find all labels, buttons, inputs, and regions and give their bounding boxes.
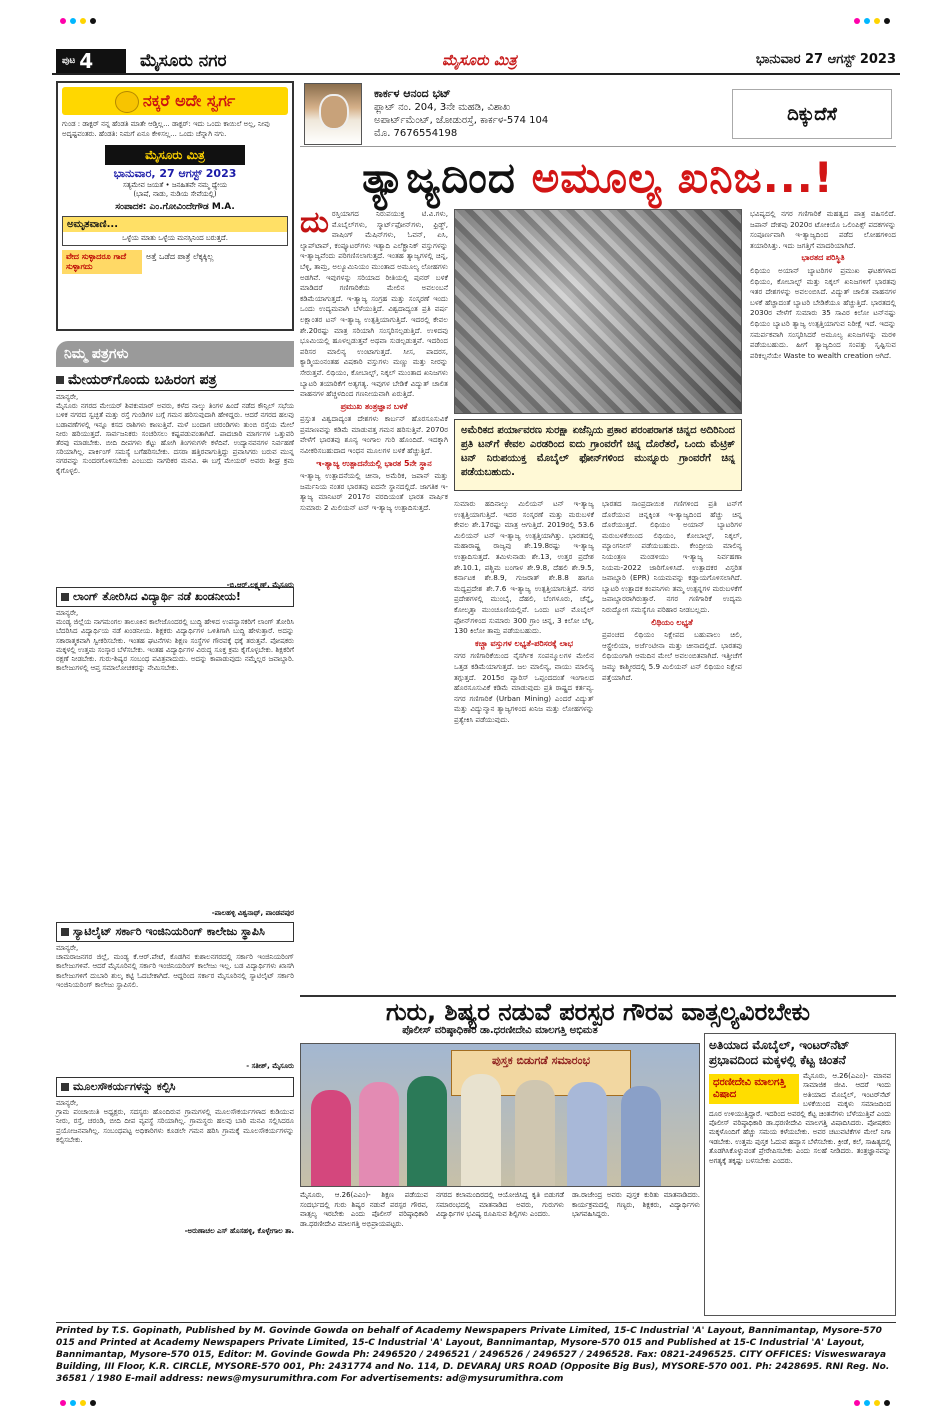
e-waste-photo (454, 209, 742, 414)
author-photo (304, 83, 362, 145)
article-headline: ತ್ಯಾಜ್ಯದಿಂದ ಅಮೂಲ್ಯ ಖನಿಜ...! (362, 153, 834, 202)
letter-body: ಮಾನ್ಯರೇ, ಮೈಸೂರು ನಗರದ ಮೇಯರ್ ಶಿವಕುಮಾರ್ ಅವರು, ಕಳೆದ ನಾಲ್ಕು ತಿಂಗಳ ಹಿಂದೆ ನಡೆದ ಕೌನ್ಸಿಲ್ ಸಭೆಯ ಬಳಿಕ ನಗರದ ಸ್ವಚ್ಛತೆ ಮತ್ತು ರಸ್ತೆ ಗುಂಡಿಗಳ ಬಗ್ಗೆ ಗಮನ ಹರಿಸುವುದಾಗಿ ಹೇಳಿದ್ದರು. ಆದರೆ ನಗರದ ಹಲವು ಬಡಾವಣೆಗಳಲ್ಲಿ ಇನ್ನೂ ಕಸದ ರಾಶಿಗಳು ಕಾಣುತ್ತಿವೆ. ಮಳೆ ಬಂದಾಗ ಚರಂಡಿಗಳು ತುಂಬಿ ರಸ್ತೆಯ ಮೇಲೆ ನೀರು ಹರಿಯುತ್ತದೆ. ಸಾರ್ವಜನಿಕರು ಸಂಚರಿಸಲು ಕಷ್ಟಪಡುವಂತಾಗಿದೆ. ಪಾದಚಾರಿ ಮಾರ್ಗಗಳ ಒತ್ತುವರಿ ತೆರವು ಮಾಡಬೇಕು. ಬೀದಿ ದೀಪಗಳು ಕೆಟ್ಟು ಹೋಗಿ ತಿಂಗಳುಗಳೇ ಕಳೆದಿವೆ. ಉದ್ಯಾನವನಗಳ ನಿರ್ವಹಣೆ ಸರಿಯಾಗಿಲ್ಲ. ಪಾರ್ಕಿಂಗ್ ಸಮಸ್ಯೆ ಬಗೆಹರಿಸಬೇಕು. ದಸರಾ ಹತ್ತಿರವಾಗುತ್ತಿದ್ದು ಪ್ರವಾಸಿಗರು ಬರುವ ಮುನ್ನ ನಗರವನ್ನು ಸುಂದರಗೊಳಿಸಬೇಕು ಎಂಬುದು ನಾಗರಿಕರ ಮನವಿ. ಈ ಬಗ್ಗೆ ಮೇಯರ್ ಅವರು ಶೀಘ್ರ ಕ್ರಮ ಕೈಗೊಳ್ಳಲಿ. (56, 393, 294, 475)
author-name: ಕಾರ್ಕಳ ಆನಂದ ಭಟ್ (374, 87, 451, 100)
bottom-column-1: ಮೈಸೂರು, ಆ.26(ಎಎಂ)- ಶಿಕ್ಷಣ ಪಡೆಯುವ ಸಂದರ್ಭದಲ್ಲಿ ಗುರು ಶಿಷ್ಯರ ನಡುವೆ ಪರಸ್ಪರ ಗೌರವ, ವಾತ್ಸಲ್ಯ ಇರಬೇಕು ಎಂದು ಪೊಲೀಸ್ ವರಿಷ್ಠಾಧಿಕಾರಿ ಡಾ.ಧರಣೀದೇವಿ ಮಾಲಗತ್ತಿ ಅಭಿಪ್ರಾಯಪಟ್ಟರು. (300, 1191, 428, 1228)
side-story (704, 1033, 896, 1316)
proverb-label: ವೇದ ಸುಳ್ಳಾದರೂ ಗಾದೆ ಸುಳ್ಳಾಗದು (62, 250, 142, 274)
side-story-byline: ಧರಣೀದೇವಿ ಮಾಲಗತ್ತಿ ವಿಷಾದ (709, 1074, 799, 1104)
letter-signature: - ಸತೀಶ್, ಮೈಸೂರು (246, 1062, 294, 1070)
amrita-vani-text: ಒಳ್ಳೆಯ ಮಾತು ಒಳ್ಳೆಯ ಮನಸ್ಸಿನಿಂದ ಬರುತ್ತದೆ. (122, 234, 228, 242)
author-phone: ಮೊ. 7676554198 (374, 128, 458, 139)
letter-signature: -ಅರುಣಾಚಲ ಎಸ್ ಹೊಸಹಳ್ಳಿ, ಕೊಳ್ಳೇಗಾಲ ತಾ. (184, 1227, 294, 1235)
issue-date: ಭಾನುವಾರ 27 ಆಗಸ್ಟ್ 2023 (755, 52, 896, 67)
letter-body: ಮಾನ್ಯರೇ, ಗ್ರಾಮ ಪಂಚಾಯಿತಿ ಅಧ್ಯಕ್ಷರು, ಸದಸ್ಯರು ಹೊಂದಿರುವ ಗ್ರಾಮಗಳಲ್ಲಿ ಮೂಲಸೌಕರ್ಯಗಳಾದ ಕುಡಿಯುವ ನೀರು, ರಸ್ತೆ, ಚರಂಡಿ, ಬೀದಿ ದೀಪ ವ್ಯವಸ್ಥೆ ಸರಿಯಾಗಿಲ್ಲ. ಗ್ರಾಮಸ್ಥರು ಹಲವು ಬಾರಿ ಮನವಿ ಸಲ್ಲಿಸಿದರೂ ಪ್ರಯೋಜನವಾಗಿಲ್ಲ. ಸಂಬಂಧಪಟ್ಟ ಅಧಿಕಾರಿಗಳು ಕೂಡಲೇ ಗಮನ ಹರಿಸಿ ಗ್ರಾಮಕ್ಕೆ ಮೂಲಸೌಕರ್ಯಗಳನ್ನು ಕಲ್ಪಿಸಬೇಕು. (56, 1099, 294, 1144)
letter-body: ಮಾನ್ಯರೇ, ಮಂಡ್ಯ ಜಿಲ್ಲೆಯ ನಾಗಮಂಗಲ ತಾಲೂಕಿನ ಕಾಲೇಜೊಂದರಲ್ಲಿ ಬುದ್ಧಿ ಹೇಳಿದ ಉಪನ್ಯಾಸಕರಿಗೆ ಲಾಂಗ್ ತೋರಿಸಿ ಬೆದರಿಸಿದ ವಿದ್ಯಾರ್ಥಿಯ ನಡೆ ಖಂಡನೀಯ. ಶಿಕ್ಷಕರು ವಿದ್ಯಾರ್ಥಿಗಳ ಒಳಿತಿಗಾಗಿ ಬುದ್ಧಿ ಹೇಳುತ್ತಾರೆ. ಅದನ್ನು ಸಕಾರಾತ್ಮಕವಾಗಿ ಸ್ವೀಕರಿಸಬೇಕು. ಇಂತಹ ಘಟನೆಗಳು ಶಿಕ್ಷಣ ಸಂಸ್ಥೆಗಳ ಗೌರವಕ್ಕೆ ಧಕ್ಕೆ ತರುತ್ತವೆ. ಪೋಷಕರು ಮಕ್ಕಳಲ್ಲಿ ಉತ್ತಮ ಸಂಸ್ಕಾರ ಬೆಳೆಸಬೇಕು. ಇಂತಹ ವಿದ್ಯಾರ್ಥಿಗಳ ವಿರುದ್ಧ ಸೂಕ್ತ ಕ್ರಮ ಕೈಗೊಳ್ಳಬೇಕು. ಶಿಕ್ಷಕರಿಗೆ ರಕ್ಷಣೆ ನೀಡಬೇಕು. ಗುರು-ಶಿಷ್ಯರ ಸಂಬಂಧ ಪವಿತ್ರವಾದುದು. ಅದನ್ನು ಕಾಪಾಡುವುದು ನಮ್ಮೆಲ್ಲರ ಜವಾಬ್ದಾರಿ. ಕಾಲೇಜುಗಳಲ್ಲಿ ಆಪ್ತ ಸಮಾಲೋಚಕರನ್ನು ನೇಮಿಸಬೇಕು. (56, 609, 294, 673)
bottom-column-2: ನಗರದ ಕಲಾಮಂದಿರದಲ್ಲಿ ಆಯೋಜಿಸಿದ್ದ ಕೃತಿ ಬಿಡುಗಡೆ ಸಮಾರಂಭದಲ್ಲಿ ಮಾತನಾಡಿದ ಅವರು, ಗುರುಗಳು ವಿದ್ಯಾರ್ಥಿಗಳ ಭವಿಷ್ಯ ರೂಪಿಸುವ ಶಿಲ್ಪಿಗಳು ಎಂದರು. (436, 1191, 564, 1219)
bottom-subheadline: ಪೊಲೀಸ್ ವರಿಷ್ಠಾಧಿಕಾರಿ ಡಾ.ಧರಣೀದೇವಿ ಮಾಲಗತ್ತಿ ಅಭಿಮತ (402, 1025, 598, 1036)
event-banner: ಪುಸ್ತಕ ಬಿಡುಗಡೆ ಸಮಾರಂಭ (451, 1050, 631, 1096)
amrita-vani-box (62, 216, 288, 246)
author-address-1: ಫ್ಲಾಟ್ ನಂ. 204, 3ನೇ ಮಹಡಿ, ವಿಶಾಖ (374, 102, 511, 113)
proverb-box (62, 250, 288, 274)
column-name: ದಿಕ್ಕುದೆಸೆ (732, 89, 892, 139)
letter-item (56, 1077, 294, 1237)
mini-masthead-logo: ಮೈಸೂರು ಮಿತ್ರ (105, 145, 245, 165)
bottom-headline: ಗುರು, ಶಿಷ್ಯರ ನಡುವೆ ಪರಸ್ಪರ ಗೌರವ ವಾತ್ಸಲ್ಯವಿರಬೇಕು (300, 995, 896, 1025)
mini-masthead-motto: ಸತ್ಯಮೇವ ಜಯತೆ • ಜನಹಿತವೇ ನಮ್ಮ ಧ್ಯೇಯ (123, 181, 227, 189)
amrita-vani-title: ಅಮೃತವಾಣಿ... (63, 217, 287, 232)
mini-masthead-subline: (ಭಾಷೆ, ನಾಡು, ನುಡಿಯ ಸೇವೆಯಲ್ಲಿ) (133, 190, 217, 198)
letter-signature: -ಬಿ.ಆರ್.ಲಕ್ಷ್ಮಣ್, ಮೈಸೂರು (226, 581, 294, 589)
paper-name: ಮೈಸೂರು ಮಿತ್ರ (442, 51, 517, 69)
registration-marks-top (60, 18, 890, 24)
side-story-text: ಮೈಸೂರು, ಆ.26(ಎಎಂ)- ಮಾನವ ಸಾಮಾಜಿಕ ಜೀವಿ. ಆದರೆ ಇಂದು ಅತಿಯಾದ ಮೊಬೈಲ್, ಇಂಟರ್‌ನೆಟ್ ಬಳಕೆಯಿಂದ ಮಕ್ಕಳು ಸಮಾಜದಿಂದ ದೂರ ಉಳಿಯುತ್ತಿದ್ದಾರೆ. ಇದರಿಂದ ಅವರಲ್ಲಿ ಕೆಟ್ಟ ಚಿಂತನೆಗಳು ಬೆಳೆಯುತ್ತಿವೆ ಎಂದು ಪೊಲೀಸ್ ವರಿಷ್ಠಾಧಿಕಾರಿ ಡಾ.ಧರಣೀದೇವಿ ಮಾಲಗತ್ತಿ ವಿಷಾದಿಸಿದರು. ಪೋಷಕರು ಮಕ್ಕಳೊಂದಿಗೆ ಹೆಚ್ಚು ಸಮಯ ಕಳೆಯಬೇಕು. ಅವರ ಚಟುವಟಿಕೆಗಳ ಮೇಲೆ ನಿಗಾ ಇಡಬೇಕು. ಉತ್ತಮ ಪುಸ್ತಕ ಓದುವ ಹವ್ಯಾಸ ಬೆಳೆಸಬೇಕು. ಕ್ರೀಡೆ, ಕಲೆ, ಸಾಹಿತ್ಯದಲ್ಲಿ ತೊಡಗಿಸಿಕೊಳ್ಳುವಂತೆ ಪ್ರೇರೇಪಿಸಬೇಕು ಎಂದು ಸಲಹೆ ನೀಡಿದರು. ತಂತ್ರಜ್ಞಾನವನ್ನು ಅಗತ್ಯಕ್ಕೆ ತಕ್ಕಷ್ಟು ಬಳಸಬೇಕು ಎಂದರು. (709, 1072, 891, 1165)
bullet-square-icon (56, 376, 64, 384)
mini-masthead-editor: ಸಂಪಾದಕ: ಎಂ.ಗೋವಿಂದೇಗೌಡ M.A. (115, 202, 235, 212)
article-column-1: ದು ರಸ್ತಿಯಾಗದ ನಿರುಪಯುಕ್ತ ಟಿ.ವಿ.ಗಳು, ಮೊಬೈಲ್‌ಗಳು, ಸ್ಮಾರ್ಟ್‌ಫೋನ್‌ಗಳು, ಫ್ರಿಡ್ಜ್, ವಾಷಿಂಗ್ ಮೆಷಿನ್‌ಗಳು, ಓವನ್, ಏಸಿ, ಲ್ಯಾಪ್‌ಟಾಪ್, ಕಂಪ್ಯೂಟರ್‌ಗಳು ಇತ್ಯಾದಿ ಎಲೆಕ್ಟ್ರಾನಿಕ್ ವಸ್ತುಗಳನ್ನು ಇ-ತ್ಯಾಜ್ಯವೆಂದು ಪರಿಗಣಿಸಲಾಗುತ್ತದೆ. ಇಂತಹ ತ್ಯಾಜ್ಯಗಳಲ್ಲಿ ಚಿನ್ನ, ಬೆಳ್ಳಿ, ತಾಮ್ರ, ಅಲ್ಯೂಮಿನಿಯಂ ಮುಂತಾದ ಅಮೂಲ್ಯ ಲೋಹಗಳು ಅಡಗಿವೆ. ಇವುಗಳನ್ನು ಸರಿಯಾದ ರೀತಿಯಲ್ಲಿ ಪುನರ್ ಬಳಕೆ ಮಾಡಿದರೆ ಗಣಿಗಾರಿಕೆಯ ಮೇಲಿನ ಅವಲಂಬನೆ ಕಡಿಮೆಯಾಗುತ್ತದೆ. ಇ-ತ್ಯಾಜ್ಯ ಸಂಗ್ರಹ ಮತ್ತು ಸಂಸ್ಕರಣೆ ಇಂದು ಒಂದು ಉದ್ಯಮವಾಗಿ ಬೆಳೆಯುತ್ತಿದೆ. ವಿಶ್ವದಾದ್ಯಂತ ಪ್ರತಿ ವರ್ಷ ಲಕ್ಷಾಂತರ ಟನ್ ಇ-ತ್ಯಾಜ್ಯ ಉತ್ಪತ್ತಿಯಾಗುತ್ತಿದೆ. ಇದರಲ್ಲಿ ಕೇವಲ ಶೇ.20ರಷ್ಟು ಮಾತ್ರ ಸರಿಯಾಗಿ ಸಂಸ್ಕರಿಸಲ್ಪಡುತ್ತಿದೆ. ಉಳಿದವು ಭೂಮಿಯಲ್ಲಿ ಹೂಳಲ್ಪಡುತ್ತವೆ ಅಥವಾ ಸುಡಲ್ಪಡುತ್ತವೆ. ಇದರಿಂದ ಪರಿಸರ ಮಾಲಿನ್ಯ ಉಂಟಾಗುತ್ತದೆ. ಸೀಸ, ಪಾದರಸ, ಕ್ಯಾಡ್ಮಿಯಂನಂತಹ ವಿಷಕಾರಿ ವಸ್ತುಗಳು ಮಣ್ಣು ಮತ್ತು ನೀರನ್ನು ಸೇರುತ್ತವೆ. ಲಿಥಿಯಂ, ಕೋಬಾಲ್ಟ್, ನಿಕ್ಕಲ್ ಮುಂತಾದ ಖನಿಜಗಳು ಬ್ಯಾಟರಿ ತಯಾರಿಕೆಗೆ ಅತ್ಯಗತ್ಯ. ಇವುಗಳ ಬೇಡಿಕೆ ವಿದ್ಯುತ್ ಚಾಲಿತ ವಾಹನಗಳ ಹೆಚ್ಚಳದಿಂದ ಗಣನೀಯವಾಗಿ ಏರುತ್ತಿದೆ. ಪ್ರಮುಖ ತಂತ್ರಜ್ಞಾನ ಬಳಕೆ ಪ್ರಸ್ತುತ ವಿಶ್ವದಾದ್ಯಂತ ದೇಶಗಳು ಕಾರ್ಬನ್ ಹೊರಸೂಸುವಿಕೆ ಪ್ರಮಾಣವನ್ನು ಕಡಿಮೆ ಮಾಡುವತ್ತ ಗಮನ ಹರಿಸುತ್ತಿವೆ. 2070ರ ವೇಳೆಗೆ ಭಾರತವು ಶೂನ್ಯ ಇಂಗಾಲ ಗುರಿ ಹೊಂದಿದೆ. ಇದಕ್ಕಾಗಿ ನವೀಕರಿಸಬಹುದಾದ ಇಂಧನ ಮೂಲಗಳ ಬಳಕೆ ಹೆಚ್ಚುತ್ತಿದೆ. ಇ-ತ್ಯಾಜ್ಯ ಉತ್ಪಾದನೆಯಲ್ಲಿ ಭಾರತ 5ನೇ ಸ್ಥಾನ ಇ-ತ್ಯಾಜ್ಯ ಉತ್ಪಾದನೆಯಲ್ಲಿ ಚೀನಾ, ಅಮೆರಿಕ, ಜಪಾನ್ ಮತ್ತು ಜರ್ಮನಿಯ ನಂತರ ಭಾರತವು ಐದನೇ ಸ್ಥಾನದಲ್ಲಿದೆ. ಜಾಗತಿಕ ಇ-ತ್ಯಾಜ್ಯ ಮಾನಿಟರ್ 2017ರ ವರದಿಯಂತೆ ಭಾರತ ವಾರ್ಷಿಕ ಸುಮಾರು 2 ಮಿಲಿಯನ್ ಟನ್ ಇ-ತ್ಯಾಜ್ಯ ಉತ್ಪಾದಿಸುತ್ತದೆ. (300, 205, 448, 513)
subheading: ಪ್ರಮುಖ ತಂತ್ರಜ್ಞಾನ ಬಳಕೆ (340, 401, 408, 411)
column-header (300, 81, 896, 147)
joke-box (56, 81, 294, 331)
bottom-column-3: ಡಾ.ರಾಜೇಂದ್ರ ಅವರು ಪುಸ್ತಕ ಕುರಿತು ಮಾತನಾಡಿದರು. ಕಾರ್ಯಕ್ರಮದಲ್ಲಿ ಗಣ್ಯರು, ಶಿಕ್ಷಕರು, ವಿದ್ಯಾರ್ಥಿಗಳು ಭಾಗವಹಿಸಿದ್ದರು. (572, 1191, 700, 1219)
subheading: ಕಚ್ಚಾ ವಸ್ತುಗಳ ಲಭ್ಯತೆ-ಪರಿಸರಕ್ಕೆ ಲಾಭ (475, 638, 573, 648)
proverb-text: ಅತ್ತೆ ಒಡೆದ ಪಾತ್ರೆ ಲೆಕ್ಕಕ್ಕಿಲ್ಲ (146, 252, 214, 261)
letter-item (56, 372, 294, 589)
subheading: ಭಾರತದ ಪರಿಸ್ಥಿತಿ (801, 253, 845, 263)
author-address-2: ಅಪಾರ್ಟ್‌ಮೆಂಟ್, ಜೋಡುರಸ್ತೆ, ಕಾರ್ಕಳ-574 104 (374, 115, 549, 126)
dropcap: ದು (300, 205, 329, 240)
author-info (374, 87, 548, 140)
letters-banner: ನಿಮ್ಮ ಪತ್ರಗಳು (56, 341, 294, 367)
bottom-article-text (300, 1191, 700, 1316)
letter-title: ಮೇಯರ್‌ಗೊಂದು ಬಹಿರಂಗ ಪತ್ರ (56, 372, 294, 391)
article-column-3: ಭಾರತದ ಸಾಂಪ್ರದಾಯಿಕ ಗಣಿಗಳಿಂದ ಪ್ರತಿ ಟನ್‌ಗೆ ದೊರೆಯುವ ಚಿನ್ನಕ್ಕಿಂತ ಇ-ತ್ಯಾಜ್ಯದಿಂದ ಹೆಚ್ಚು ಚಿನ್ನ ದೊರೆಯುತ್ತದೆ. ಲಿಥಿಯಂ ಅಯಾನ್ ಬ್ಯಾಟರಿಗಳ ಮರುಬಳಕೆಯಿಂದ ಲಿಥಿಯಂ, ಕೋಬಾಲ್ಟ್, ನಿಕ್ಕಲ್, ಮ್ಯಾಂಗನೀಸ್ ಪಡೆಯಬಹುದು. ಕೇಂದ್ರೀಯ ಮಾಲಿನ್ಯ ನಿಯಂತ್ರಣ ಮಂಡಳಿಯು ಇ-ತ್ಯಾಜ್ಯ ನಿರ್ವಹಣಾ ನಿಯಮ-2022 ಜಾರಿಗೊಳಿಸಿದೆ. ಉತ್ಪಾದಕರ ವಿಸ್ತರಿತ ಜವಾಬ್ದಾರಿ (EPR) ನಿಯಮವನ್ನು ಕಡ್ಡಾಯಗೊಳಿಸಲಾಗಿದೆ. ಬ್ಯಾಟರಿ ಉತ್ಪಾದಕ ಕಂಪನಿಗಳು ತಮ್ಮ ಉತ್ಪನ್ನಗಳ ಮರುಬಳಕೆಗೆ ಜವಾಬ್ದಾರರಾಗಿರುತ್ತಾರೆ. ನಗರ ಗಣಿಗಾರಿಕೆ ಉದ್ಯಮ ನಿರುದ್ಯೋಗ ಸಮಸ್ಯೆಗೂ ಪರಿಹಾರ ನೀಡಬಲ್ಲದು. ಲಿಥಿಯಂ ಲಭ್ಯತೆ ಪ್ರಪಂಚದ ಲಿಥಿಯಂ ನಿಕ್ಷೇಪದ ಬಹುಪಾಲು ಚಿಲಿ, ಆಸ್ಟ್ರೇಲಿಯಾ, ಅರ್ಜೆಂಟೀನಾ ಮತ್ತು ಚೀನಾದಲ್ಲಿದೆ. ಭಾರತವು ಲಿಥಿಯಂಗಾಗಿ ಆಮದಿನ ಮೇಲೆ ಅವಲಂಬಿತವಾಗಿದೆ. ಇತ್ತೀಚೆಗೆ ಜಮ್ಮು ಕಾಶ್ಮೀರದಲ್ಲಿ 5.9 ಮಿಲಿಯನ್ ಟನ್ ಲಿಥಿಯಂ ನಿಕ್ಷೇಪ ಪತ್ತೆಯಾಗಿದೆ. (602, 499, 742, 682)
letter-title: ಮೂಲಸೌಕರ್ಯಗಳನ್ನು ಕಲ್ಪಿಸಿ (56, 1077, 294, 1097)
newspaper-page (52, 45, 900, 1384)
joke-text: ಗುಂಡ : ಡಾಕ್ಟರ್ ನನ್ನ ಹೆಂಡತಿ ಮಾತೇ ಆಡ್ತಿಲ್ಲ... ಡಾಕ್ಟರ್: ಇದು ಒಂದು ಕಾಯಿಲೆ ಅಲ್ಲ, ನೀವು ಅದೃಷ್ಟವಂತರು. ಹೆಂಡತಿ: ನಿಮಗೆ ಏನೂ ಕೇಳಿಸಲ್ಲ... ಒಂದು ಚೆನ್ನಾಗಿ ನಗು. (62, 120, 270, 138)
subheading: ಇ-ತ್ಯಾಜ್ಯ ಉತ್ಪಾದನೆಯಲ್ಲಿ ಭಾರತ 5ನೇ ಸ್ಥಾನ (316, 458, 432, 468)
bullet-square-icon (61, 928, 69, 936)
imprint-footer: Printed by T.S. Gopinath, Published by M. Govinde Gowda on behalf of Academy Newspapers Private Limited, 15-C Industrial 'A' Layout, Bannimantap, Mysore-570 015 and Printed at Academy Newspapers Private Limited, 15-C Industrial 'A' Layout, Bannimantap, Mysore-570 015 and Published at 15-C Industrial 'A' Layout, Bannimantap, Mysore-570 015, Editor: M. Govinde Gowda Ph: 2496520 / 2496521 / 2496526 / 2496527 / 2496528. Fax: 0821-2496525. CITY OFFICES: Visweswaraya Building, III Floor, K.R. CIRCLE, MYSORE-570 001, Ph: 2431774 and No. 114, D. DEVARAJ URS ROAD (Opposite Big Bus), MYSORE-570 001. Ph: 2428695. RNI Reg. No. 36581 / 1980 E-mail address: news@mysurumithra.com For advertisements: ad@mysurumithra.com (56, 1322, 896, 1385)
photo-caption: ಅಮೆರಿಕದ ಪರ್ಯಾವರಣ ಸುರಕ್ಷಾ ಏಜೆನ್ಸಿಯ ಪ್ರಕಾರ ಪರಂಪರಾಗತ ಚಿನ್ನದ ಅದಿರಿನಿಂದ ಪ್ರತಿ ಟನ್‌ಗೆ ಕೇವಲ ಎರಡರಿಂದ ಐದು ಗ್ರಾಂವರೆಗೆ ಚಿನ್ನ ದೊರೆತರೆ, ಒಂದು ಮೆಟ್ರಿಕ್ ಟನ್ ನಿರುಪಯುಕ್ತ ಮೊಬೈಲ್ ಫೋನ್‌ಗಳಿಂದ ಮುನ್ನೂರು ಗ್ರಾಂವರೆಗೆ ಚಿನ್ನ ಪಡೆಯಬಹುದು. (454, 419, 742, 491)
letter-title: ಲಾಂಗ್ ತೋರಿಸಿದ ವಿದ್ಯಾರ್ಥಿ ನಡೆ ಖಂಡನೀಯ! (56, 587, 294, 607)
joke-heading: ನಕ್ಕರೆ ಅದೇ ಸ್ವರ್ಗ (62, 87, 288, 115)
laughing-face-icon (115, 91, 139, 113)
bullet-square-icon (61, 1083, 69, 1091)
left-column (56, 81, 294, 1316)
letter-item (56, 587, 294, 917)
page-number: $^{ಪುಟ}$ 4 (56, 49, 126, 73)
letter-item (56, 922, 294, 1072)
article-column-2: ಸುಮಾರು ಹದಿನಾಲ್ಕು ಮಿಲಿಯನ್ ಟನ್ ಇ-ತ್ಯಾಜ್ಯ ಉತ್ಪತ್ತಿಯಾಗುತ್ತಿದೆ. ಇದರ ಸಂಸ್ಕರಣೆ ಮತ್ತು ಮರುಬಳಕೆ ಕೇವಲ ಶೇ.17ರಷ್ಟು ಮಾತ್ರ ಆಗುತ್ತಿದೆ. 2019ರಲ್ಲಿ 53.6 ಮಿಲಿಯನ್ ಟನ್ ಇ-ತ್ಯಾಜ್ಯ ಉತ್ಪತ್ತಿಯಾಗಿತ್ತು. ಭಾರತದಲ್ಲಿ ಮಹಾರಾಷ್ಟ್ರ ರಾಜ್ಯವು ಶೇ.19.8ರಷ್ಟು ಇ-ತ್ಯಾಜ್ಯ ಉತ್ಪಾದಿಸುತ್ತದೆ. ತಮಿಳುನಾಡು ಶೇ.13, ಉತ್ತರ ಪ್ರದೇಶ ಶೇ.10.1, ಪಶ್ಚಿಮ ಬಂಗಾಳ ಶೇ.9.8, ದೆಹಲಿ ಶೇ.9.5, ಕರ್ನಾಟಕ ಶೇ.8.9, ಗುಜರಾತ್ ಶೇ.8.8 ಹಾಗೂ ಮಧ್ಯಪ್ರದೇಶ ಶೇ.7.6 ಇ-ತ್ಯಾಜ್ಯ ಉತ್ಪತ್ತಿಯಾಗುತ್ತಿದೆ. ನಗರ ಪ್ರದೇಶಗಳಲ್ಲಿ ಮುಂಬೈ, ದೆಹಲಿ, ಬೆಂಗಳೂರು, ಚೆನ್ನೈ, ಕೋಲ್ಕತ್ತಾ ಮುಂಚೂಣಿಯಲ್ಲಿವೆ. ಒಂದು ಟನ್ ಮೊಬೈಲ್ ಫೋನ್‌ಗಳಿಂದ ಸುಮಾರು 300 ಗ್ರಾಂ ಚಿನ್ನ, 3 ಕಿಲೋ ಬೆಳ್ಳಿ, 130 ಕಿಲೋ ತಾಮ್ರ ಪಡೆಯಬಹುದು. ಕಚ್ಚಾ ವಸ್ತುಗಳ ಲಭ್ಯತೆ-ಪರಿಸರಕ್ಕೆ ಲಾಭ ನಗರ ಗಣಿಗಾರಿಕೆಯಿಂದ ನೈಸರ್ಗಿಕ ಸಂಪನ್ಮೂಲಗಳ ಮೇಲಿನ ಒತ್ತಡ ಕಡಿಮೆಯಾಗುತ್ತದೆ. ಜಲ ಮಾಲಿನ್ಯ, ವಾಯು ಮಾಲಿನ್ಯ ತಗ್ಗುತ್ತದೆ. 2015ರ ಪ್ಯಾರಿಸ್ ಒಪ್ಪಂದದಂತೆ ಇಂಗಾಲದ ಹೊರಸೂಸುವಿಕೆ ಕಡಿಮೆ ಮಾಡುವುದು ಪ್ರತಿ ರಾಷ್ಟ್ರದ ಕರ್ತವ್ಯ. ನಗರ ಗಣಿಗಾರಿಕೆ (Urban Mining) ಎಂದರೆ ವಿದ್ಯುತ್ ಮತ್ತು ವಿದ್ಯುನ್ಮಾನ ತ್ಯಾಜ್ಯಗಳಿಂದ ಖನಿಜ ಮತ್ತು ಲೋಹಗಳನ್ನು ಪ್ರತ್ಯೇಕಿಸಿ ಪಡೆಯುವುದು. (454, 499, 594, 724)
side-story-headline: ಅತಿಯಾದ ಮೊಬೈಲ್, ಇಂಟರ್‌ನೆಟ್ ಪ್ರಭಾವದಿಂದ ಮಕ್ಕಳಲ್ಲಿ ಕೆಟ್ಟ ಚಿಂತನೆ (709, 1038, 850, 1067)
article-column-4: ಭವಿಷ್ಯದಲ್ಲಿ ನಗರ ಗಣಿಗಾರಿಕೆ ಮಹತ್ವದ ಪಾತ್ರ ವಹಿಸಲಿದೆ. ಜಪಾನ್ ದೇಶವು 2020ರ ಟೋಕಿಯೊ ಒಲಿಂಪಿಕ್ಸ್ ಪದಕಗಳನ್ನು ಸಂಪೂರ್ಣವಾಗಿ ಇ-ತ್ಯಾಜ್ಯದಿಂದ ಪಡೆದ ಲೋಹಗಳಿಂದ ತಯಾರಿಸಿತ್ತು. ಇದು ಜಗತ್ತಿಗೆ ಮಾದರಿಯಾಗಿದೆ. ಭಾರತದ ಪರಿಸ್ಥಿತಿ ಲಿಥಿಯಂ ಅಯಾನ್ ಬ್ಯಾಟರಿಗಳ ಪ್ರಮುಖ ಘಟಕಗಳಾದ ಲಿಥಿಯಂ, ಕೋಬಾಲ್ಟ್ ಮತ್ತು ನಿಕ್ಕಲ್ ಖನಿಜಗಳಿಗೆ ಭಾರತವು ಇತರ ದೇಶಗಳನ್ನು ಅವಲಂಬಿಸಿದೆ. ವಿದ್ಯುತ್ ಚಾಲಿತ ವಾಹನಗಳ ಬಳಕೆ ಹೆಚ್ಚಾದಂತೆ ಬ್ಯಾಟರಿ ಬೇಡಿಕೆಯೂ ಹೆಚ್ಚುತ್ತಿದೆ. ಭಾರತದಲ್ಲಿ 2030ರ ವೇಳೆಗೆ ಸುಮಾರು 35 ಸಾವಿರ ಕಿಲೋ ಟನ್‌ನಷ್ಟು ಲಿಥಿಯಂ ಬ್ಯಾಟರಿ ತ್ಯಾಜ್ಯ ಉತ್ಪತ್ತಿಯಾಗುವ ನಿರೀಕ್ಷೆ ಇದೆ. ಇದನ್ನು ಸಮರ್ಪಕವಾಗಿ ಸಂಸ್ಕರಿಸಿದರೆ ಅಮೂಲ್ಯ ಖನಿಜಗಳನ್ನು ಮರಳಿ ಪಡೆಯಬಹುದು. ಹೀಗೆ ತ್ಯಾಜ್ಯದಿಂದ ಸಂಪತ್ತು ಸೃಷ್ಟಿಸುವ ಪರಿಕಲ್ಪನೆಯೇ Waste to wealth creation ಆಗಿದೆ. (750, 209, 896, 360)
letter-title: ಸ್ಯಾಟಿಲೈಟ್ ಸರ್ಕಾರಿ ಇಂಜಿನಿಯರಿಂಗ್ ಕಾಲೇಜು ಸ್ಥಾಪಿಸಿ (56, 922, 294, 942)
bullet-square-icon (61, 593, 69, 601)
mini-masthead-date: ಭಾನುವಾರ, 27 ಆಗಸ್ಟ್ 2023 (113, 167, 237, 180)
event-photo (300, 1043, 700, 1187)
section-name: ಮೈಸೂರು ನಗರ (140, 51, 227, 71)
masthead (52, 45, 900, 75)
article-body (300, 205, 896, 991)
letter-signature: -ಪಾಲಹಳ್ಳಿ ವಿಶ್ವನಾಥ್, ಪಾಂಡವಪುರ (211, 909, 294, 917)
registration-marks-bottom (60, 1400, 890, 1406)
subheading: ಲಿಥಿಯಂ ಲಭ್ಯತೆ (651, 617, 693, 627)
letter-body: ಮಾನ್ಯರೇ, ಚಾಮರಾಜನಗರ ಜಿಲ್ಲೆ, ಮಂಡ್ಯ ಕೆ.ಆರ್.ಪೇಟೆ, ಕೊಡಗಿನ ಕುಶಾಲನಗರದಲ್ಲಿ ಸರ್ಕಾರಿ ಇಂಜಿನಿಯರಿಂಗ್ ಕಾಲೇಜುಗಳಿವೆ. ಆದರೆ ಮೈಸೂರಿನಲ್ಲಿ ಸರ್ಕಾರಿ ಇಂಜಿನಿಯರಿಂಗ್ ಕಾಲೇಜು ಇಲ್ಲ. ಬಡ ವಿದ್ಯಾರ್ಥಿಗಳು ಖಾಸಗಿ ಕಾಲೇಜುಗಳಿಗೆ ದುಬಾರಿ ಶುಲ್ಕ ಕಟ್ಟಿ ಓದಬೇಕಾಗಿದೆ. ಆದ್ದರಿಂದ ಸರ್ಕಾರ ಮೈಸೂರಿನಲ್ಲಿ ಸ್ಯಾಟಿಲೈಟ್ ಸರ್ಕಾರಿ ಇಂಜಿನಿಯರಿಂಗ್ ಕಾಲೇಜು ಸ್ಥಾಪಿಸಲಿ. (56, 944, 294, 989)
